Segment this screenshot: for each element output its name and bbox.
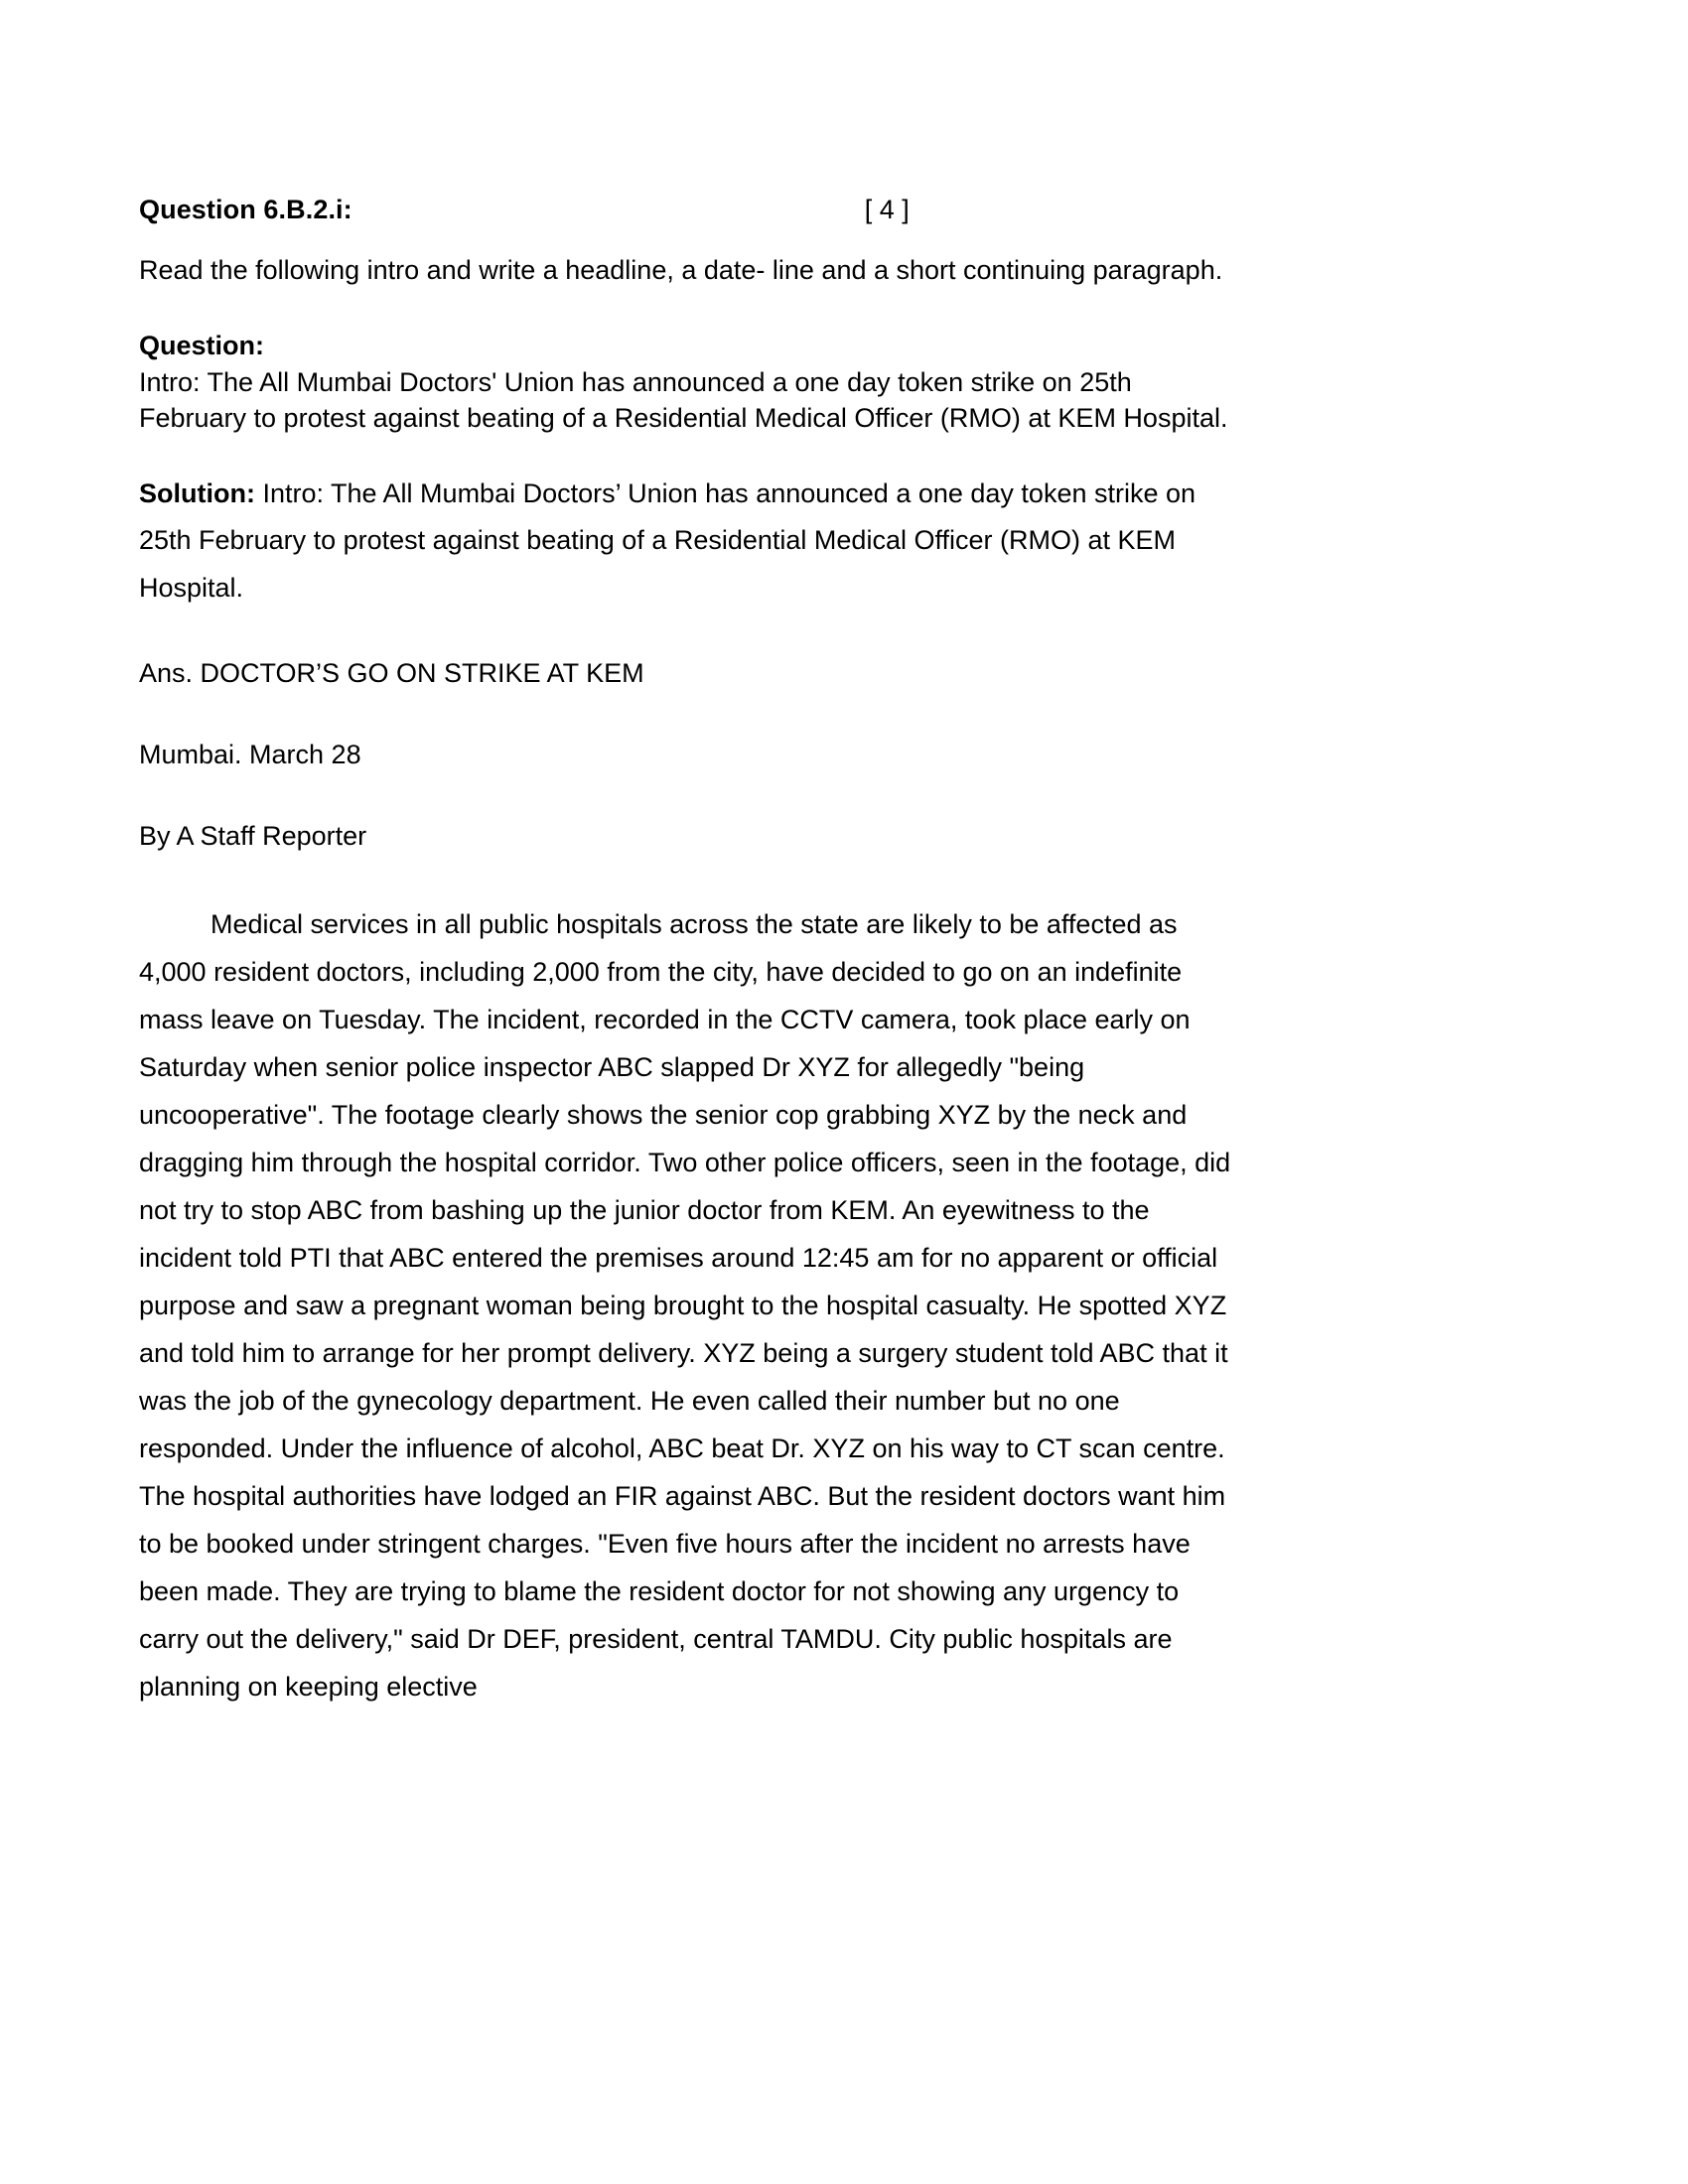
- answer-headline: Ans. DOCTOR’S GO ON STRIKE AT KEM: [139, 657, 644, 688]
- answer-byline: By A Staff Reporter: [139, 820, 367, 851]
- solution-intro-text: Intro: The All Mumbai Doctors’ Union has announced a one day token strike on 25th February to protest against beating of a Residential Medical Officer (RMO) at KEM Hospital.: [139, 478, 1196, 604]
- answer-body-paragraph: Medical services in all public hospitals across the state are likely to be affected as 4,000 resident doctors, including 2,000 from the city, have decided to go on an indefinite mass leave on Tuesday. The incident, recorded in the CCTV camera, took place early on Saturday when senior police inspector ABC slapped Dr XYZ for allegedly "being uncooperative". The footage clearly shows the senior cop grabbing XYZ by the neck and dragging him through the hospital corridor. Two other police officers, seen in the footage, did not try to stop ABC from bashing up the junior doctor from KEM. An eyewitness to the incident told PTI that ABC entered the premises around 12:45 am for no apparent or official purpose and saw a pregnant woman being brought to the hospital casualty. He spotted XYZ and told him to arrange for her prompt delivery. XYZ being a surgery student told ABC that it was the job of the gynecology department. He even called their number but no one responded. Under the influence of alcohol, ABC beat Dr. XYZ on his way to CT scan centre. The hospital authorities have lodged an FIR against ABC. But the resident doctors want him to be booked under stringent charges. "Even five hours after the incident no arrests have been made. They are trying to blame the resident doctor for not showing any urgency to carry out the delivery," said Dr DEF, president, central TAMDU. City public hospitals are planning on keeping elective: [139, 908, 1231, 1703]
- page-title: Question 6.B.2.i:: [139, 195, 352, 224]
- page-content-area: [139, 0, 1236, 1710]
- solution-label: Solution:: [139, 478, 255, 508]
- solution-block: [139, 471, 1236, 613]
- answer-dateline: Mumbai. March 28: [139, 739, 361, 769]
- question-intro-text: Intro: The All Mumbai Doctors' Union has announced a one day token strike on 25th February to protest against beating of a Residential Medical Officer (RMO) at KEM Hospital.: [139, 366, 1228, 433]
- marks-badge: [ 4 ]: [864, 195, 910, 224]
- instruction-text: Read the following intro and write a headline, a date- line and a short continuing paragraph.: [139, 255, 1223, 285]
- question-label: Question:: [139, 330, 264, 360]
- question-header-row: [139, 195, 1236, 225]
